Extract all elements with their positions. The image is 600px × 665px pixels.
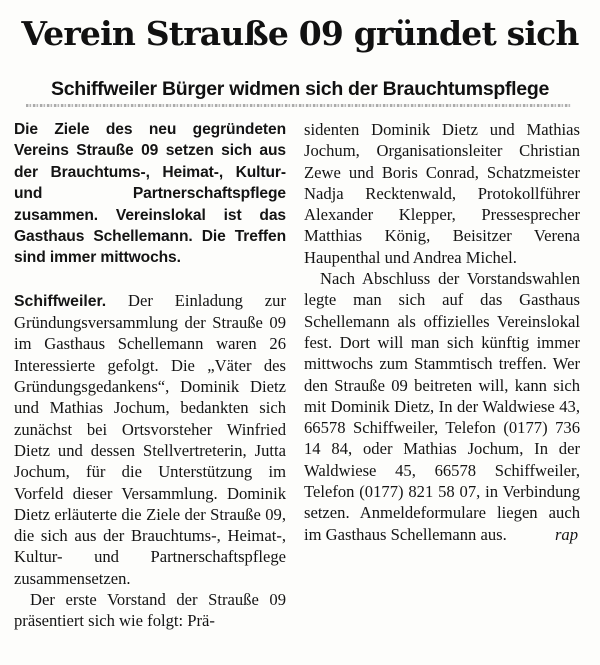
left-column (14, 119, 286, 632)
article-headline: Verein Strauße 09 gründet sich (21, 14, 579, 53)
paragraph-2-continued: sidenten Dominik Dietz und Mathias Jochum, Organisationsleiter Christian Zewe und Boris Conrad, Schatzmeister Nadja Recktenwald, Protokollführer Alexander Klepper, Pressesprecher Matthias König, Beisitzer Verena Haupenthal und Andrea Michel. (304, 120, 580, 267)
paragraph-3-text: Nach Abschluss der Vorstandswahlen legte man sich auf das Gasthaus Schellemann als offizielles Vereinslokal fest. Dort will man sich künftig immer mittwochs zum Stammtisch treffen. Wer den Strauße 09 beitreten will, kann sich mit Dominik Dietz, In der Waldwiese 43, 66578 Schiffweiler, Telefon (0177) 736 14 84, oder Mathias Jochum, In der Waldwiese 45, 66578 Schiffweiler, Telefon (0177) 821 58 07, in Verbindung setzen. Anmeldeformulare liegen auch im Gasthaus Schellemann aus. (304, 269, 580, 544)
article-subheadline: Schiffweiler Bürger widmen sich der Brauchtumspflege (50, 78, 550, 100)
dateline: Schiffweiler. (14, 292, 107, 310)
paragraph-2-start: Der erste Vorstand der Strauße 09 präsentiert sich wie folgt: Prä- (14, 590, 286, 631)
paragraph-1 (14, 290, 286, 589)
right-column (304, 119, 580, 545)
author-initials: rap (554, 524, 578, 544)
paragraph-1-text: Der Einladung zur Gründungsversammlung der Strauße 09 im Gasthaus Schellemann waren 26 Interessierte gefolgt. Die „Väter des Gründungsgedankens“, Dominik Dietz und Mathias Jochum, bedankten sich zunächst bei Ortsvorsteher Winfried Dietz und dessen Stellvertreterin, Jutta Jochum, für die Unterstützung im Vorfeld dieser Versammlung. Dominik Dietz erläuterte die Ziele der Strauße 09, die sich aus der Brauchtums-, Heimat-, Kultur- und Partnerschaftspflege zusammensetzen. (14, 290, 286, 588)
article-intro: Die Ziele des neu gegründeten Vereins Strauße 09 setzen sich aus der Brauchtums-, Heimat-, Kultur- und Partnerschaftspflege zusammen. Vereinslokal ist das Gasthaus Schellemann. Die Treffen sind immer mittwochs. (14, 121, 286, 267)
scan-noise-divider (26, 104, 571, 107)
paragraph-3 (304, 268, 580, 545)
